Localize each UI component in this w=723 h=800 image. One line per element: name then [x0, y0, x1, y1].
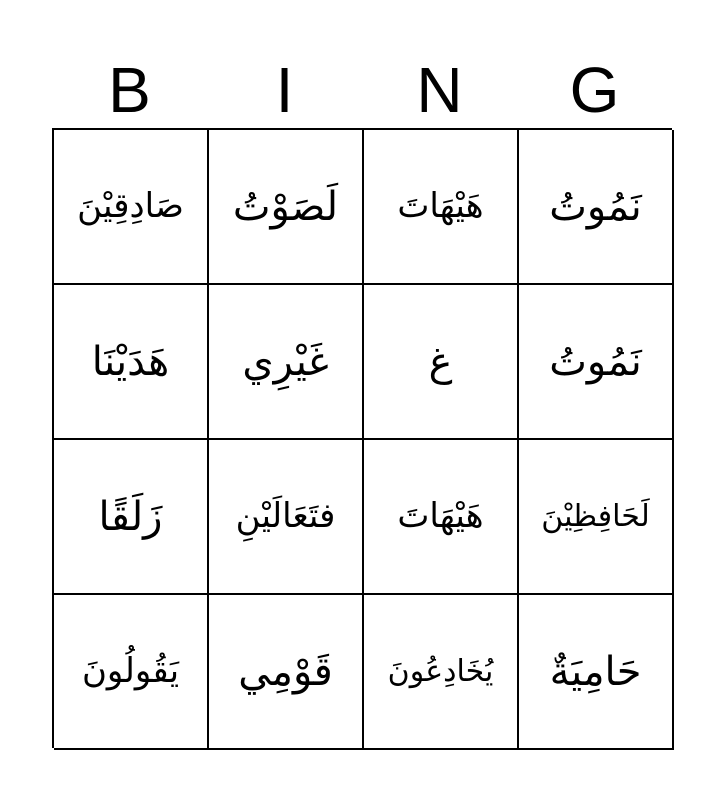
cell-word: يَقُولُونَ	[81, 651, 180, 692]
header-letter-i: I	[275, 54, 294, 126]
cell-word: غ	[428, 338, 453, 385]
cell-word: هَدَيْنَا	[91, 338, 170, 385]
cell-word: يُخَادِعُونَ	[387, 653, 494, 689]
bingo-cell[interactable]	[364, 285, 519, 440]
bingo-board	[52, 128, 672, 748]
bingo-cell[interactable]	[209, 595, 364, 750]
cell-word: قَوْمِي	[238, 648, 333, 695]
bingo-cell[interactable]	[364, 595, 519, 750]
cell-word: هَيْهَاتَ	[397, 496, 484, 537]
bingo-header	[52, 52, 672, 128]
bingo-cell[interactable]	[519, 130, 674, 285]
cell-word: هَيْهَاتَ	[397, 186, 484, 227]
bingo-cell[interactable]	[519, 285, 674, 440]
cell-word: لَصَوْتُ	[232, 183, 339, 230]
bingo-cell[interactable]	[519, 440, 674, 595]
bingo-cell[interactable]	[364, 440, 519, 595]
bingo-cell[interactable]	[364, 130, 519, 285]
bingo-cell[interactable]	[54, 130, 209, 285]
header-letter-b: B	[108, 54, 151, 126]
bingo-cell[interactable]	[209, 440, 364, 595]
cell-word: غَيْرِي	[242, 338, 329, 385]
bingo-cell[interactable]	[209, 285, 364, 440]
bingo-cell[interactable]	[54, 440, 209, 595]
bingo-cell[interactable]	[54, 285, 209, 440]
cell-word: فتَعَالَيْنِ	[235, 496, 336, 537]
bingo-cell[interactable]	[209, 130, 364, 285]
bingo-cell[interactable]	[54, 595, 209, 750]
header-letter-n: N	[416, 54, 463, 126]
cell-word: حَامِيَةٌ	[549, 648, 642, 695]
bingo-cell[interactable]	[519, 595, 674, 750]
cell-word: لَحَافِظِيْنَ	[541, 498, 650, 534]
cell-word: نَمُوتُ	[549, 183, 642, 230]
cell-word: زَلَقًا	[98, 493, 163, 540]
header-letter-g: G	[569, 54, 620, 126]
cell-word: صَادِقِيْنَ	[77, 186, 184, 227]
cell-word: نَمُوتُ	[549, 338, 642, 385]
